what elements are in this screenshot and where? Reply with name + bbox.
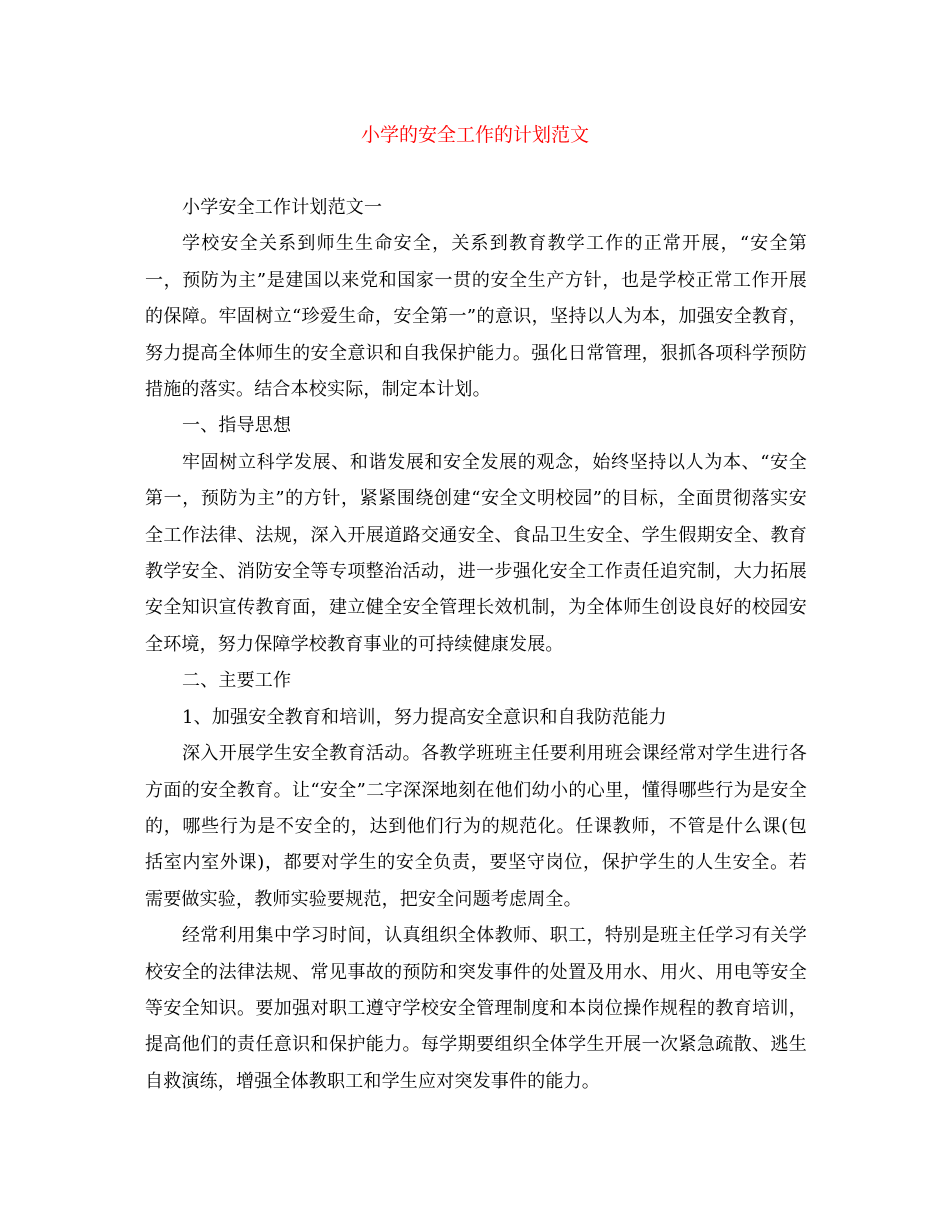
document-title: 小学的安全工作的计划范文 [360, 124, 589, 146]
paragraph-guiding-ideology: 牢固树立科学发展、和谐发展和安全发展的观念，始终坚持以人为本、“安全第一，预防为主”的方针，紧紧围绕创建“安全文明校园”的目标，全面贯彻落实安全工作法律、法规，深入开展道路交通安全、食品卫生安全、学生假期安全、教育教学安全、消防安全等专项整治活动，进一步强化安全工作责任追究制，大力拓展安全知识宣传教育面，建立健全安全管理长效机制，为全体师生创设良好的校园安全环境，努力保障学校教育事业的可持续健康发展。 [145, 451, 807, 655]
section-subtitle: 小学安全工作计划范文一 [182, 197, 383, 218]
subheading-safety-education: 1、加强安全教育和培训，努力提高安全意识和自我防范能力 [182, 706, 667, 728]
heading-guiding-ideology: 一、指导思想 [182, 415, 292, 437]
paragraph-staff-training: 经常利用集中学习时间，认真组织全体教师、职工，特别是班主任学习有关学校安全的法律法规、常见事故的预防和突发事件的处置及用水、用火、用电等安全等安全知识。要加强对职工遵守学校安全管理制度和本岗位操作规程的教育培训，提高他们的责任意识和保护能力。每学期要组织全体学生开展一次紧急疏散、逃生自救演练，增强全体教职工和学生应对突发事件的能力。 [145, 925, 807, 1092]
heading-main-work: 二、主要工作 [182, 670, 292, 692]
paragraph-student-education: 深入开展学生安全教育活动。各教学班班主任要利用班会课经常对学生进行各方面的安全教育。让“安全”二字深深地刻在他们幼小的心里，懂得哪些行为是安全的，哪些行为是不安全的，达到他们行为的规范化。任课教师，不管是什么课(包括室内室外课)，都要对学生的安全负责，要坚守岗位，保护学生的人生安全。若需要做实验，教师实验要规范，把安全问题考虑周全。 [145, 743, 807, 910]
paragraph-intro: 学校安全关系到师生生命安全，关系到教育教学工作的正常开展，“安全第一，预防为主”是建国以来党和国家一贯的安全生产方针，也是学校正常工作开展的保障。牢固树立“珍爱生命，安全第一”的意识，坚持以人为本，加强安全教育，努力提高全体师生的安全意识和自我保护能力。强化日常管理，狠抓各项科学预防措施的落实。结合本校实际，制定本计划。 [145, 233, 807, 401]
document-body [145, 190, 807, 1100]
